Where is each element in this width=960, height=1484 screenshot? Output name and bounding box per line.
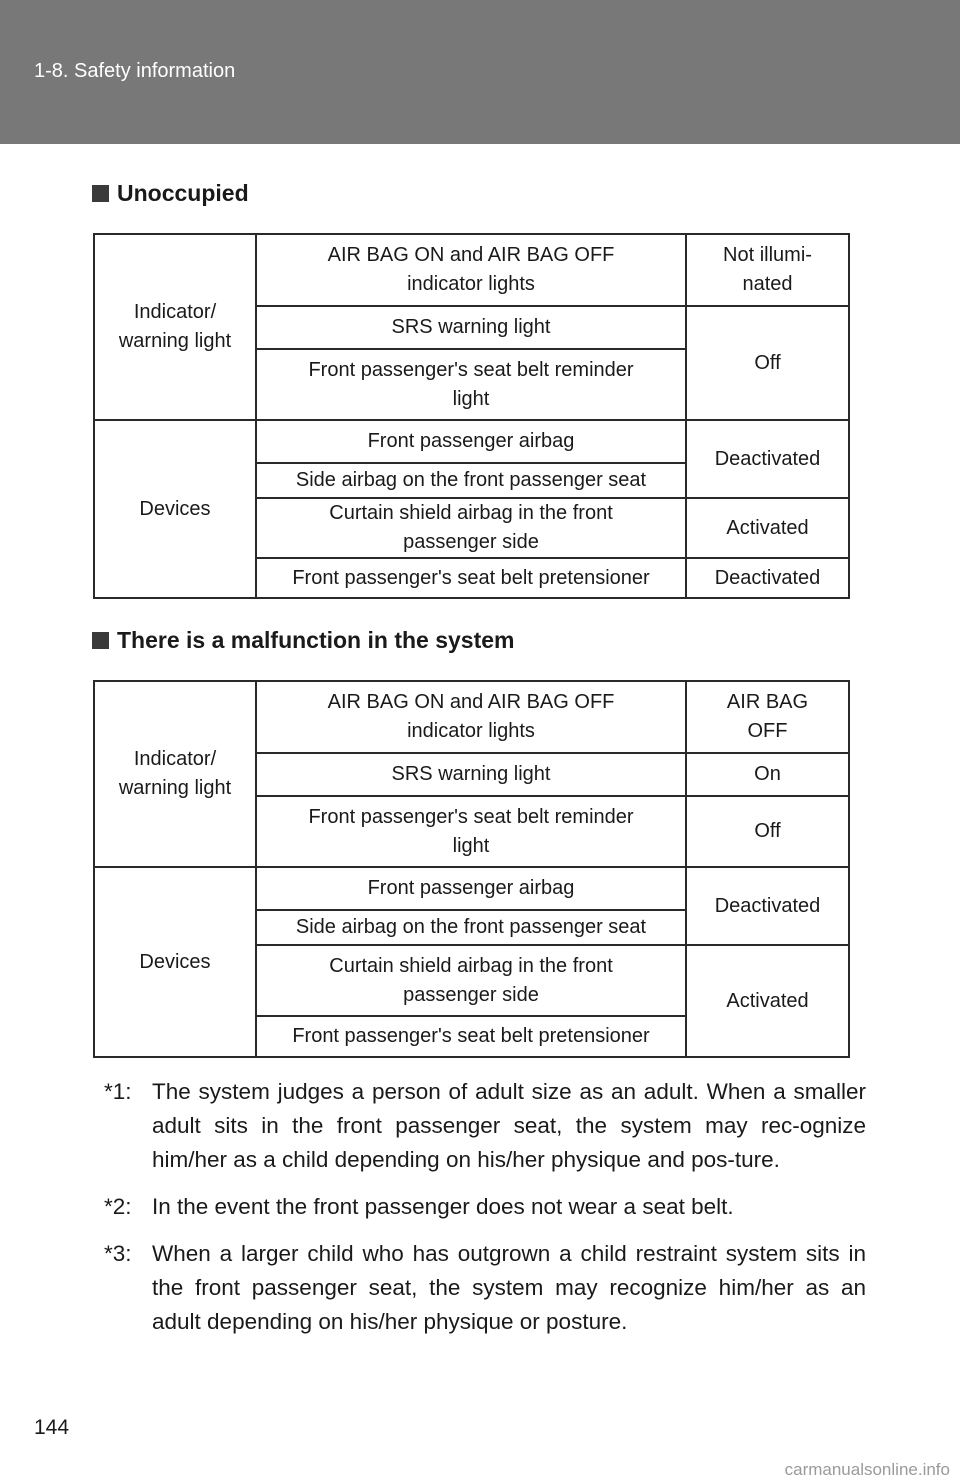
value-cell: Not illumi- nated: [686, 234, 849, 306]
value-cell: Activated: [686, 945, 849, 1057]
label-cell: Front passenger airbag: [256, 420, 686, 463]
label-cell: Front passenger's seat belt pretensioner: [256, 1016, 686, 1057]
footnote-mark: *2:: [104, 1194, 132, 1219]
group-cell: Indicator/ warning light: [94, 681, 256, 867]
footnote: [104, 1190, 866, 1224]
label-cell: Side airbag on the front passenger seat: [256, 910, 686, 945]
label-cell: AIR BAG ON and AIR BAG OFF indicator lights: [256, 234, 686, 306]
value-cell: On: [686, 753, 849, 796]
group-cell: Devices: [94, 420, 256, 598]
label-cell: SRS warning light: [256, 753, 686, 796]
footnotes: [104, 1075, 866, 1352]
label-cell: Side airbag on the front passenger seat: [256, 463, 686, 498]
label-cell: Front passenger's seat belt pretensioner: [256, 558, 686, 598]
section-heading-malfunction: [92, 627, 515, 654]
value-cell: Deactivated: [686, 867, 849, 945]
section-heading-unoccupied: [92, 180, 249, 207]
label-cell: Front passenger's seat belt reminder light: [256, 796, 686, 867]
group-cell: Devices: [94, 867, 256, 1057]
label-cell: SRS warning light: [256, 306, 686, 349]
label-cell: Curtain shield airbag in the front passenger side: [256, 498, 686, 558]
watermark: carmanualsonline.info: [784, 1460, 950, 1479]
section-title: 1-8. Safety information: [34, 60, 236, 82]
label-cell: AIR BAG ON and AIR BAG OFF indicator lights: [256, 681, 686, 753]
heading-text: There is a malfunction in the system: [117, 627, 515, 653]
footnote: [104, 1075, 866, 1177]
value-cell: Deactivated: [686, 558, 849, 598]
footnote-text: The system judges a person of adult size as an adult. When a smaller adult sits in the front passenger seat, the system may rec-ognize him/her as a child depending on his/her physique and pos-ture.: [152, 1079, 866, 1172]
value-cell: Deactivated: [686, 420, 849, 498]
value-cell: Off: [686, 306, 849, 420]
unoccupied-table: [93, 233, 850, 599]
footnote-text: In the event the front passenger does not wear a seat belt.: [152, 1194, 734, 1219]
footnote-mark: *1:: [104, 1079, 132, 1104]
square-bullet-icon: [92, 185, 109, 202]
label-cell: Front passenger airbag: [256, 867, 686, 910]
heading-text: Unoccupied: [117, 180, 249, 206]
footnote-text: When a larger child who has outgrown a child restraint system sits in the front passenger seat, the system may recognize him/her as an adult depending on his/her physique or posture.: [152, 1241, 866, 1334]
value-cell: AIR BAG OFF: [686, 681, 849, 753]
group-cell: Indicator/ warning light: [94, 234, 256, 420]
square-bullet-icon: [92, 632, 109, 649]
value-cell: Off: [686, 796, 849, 867]
malfunction-table: [93, 680, 850, 1058]
label-cell: Front passenger's seat belt reminder light: [256, 349, 686, 420]
page-number: 144: [34, 1416, 70, 1439]
footnote: [104, 1237, 866, 1339]
footnote-mark: *3:: [104, 1241, 132, 1266]
page-header: [0, 0, 960, 144]
label-cell: Curtain shield airbag in the front passenger side: [256, 945, 686, 1016]
value-cell: Activated: [686, 498, 849, 558]
